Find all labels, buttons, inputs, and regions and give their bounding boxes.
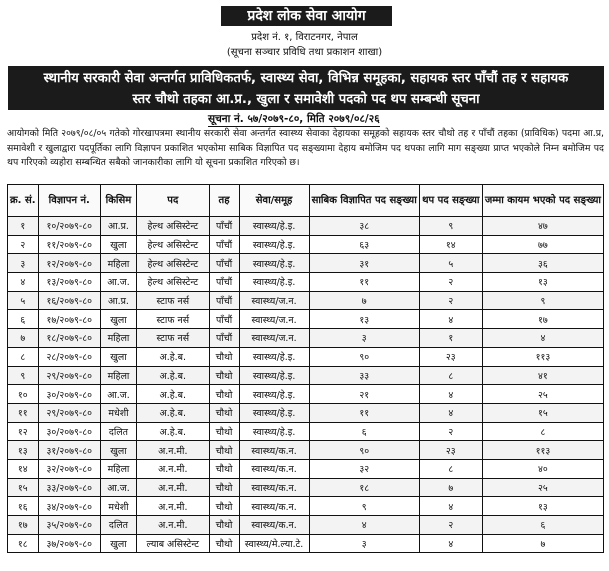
table-cell: ८ bbox=[419, 459, 482, 478]
table-cell: अ.हे.ब. bbox=[137, 366, 210, 385]
table-cell: चौथो bbox=[209, 422, 239, 441]
column-header: किसिम bbox=[100, 185, 136, 217]
table-cell: ३ bbox=[309, 534, 419, 553]
table-cell: स्वास्थ्य/क.न. bbox=[239, 516, 309, 535]
table-cell: ४७ bbox=[482, 217, 603, 236]
table-cell: १४ bbox=[419, 235, 482, 254]
column-header: सेवा/समूह bbox=[239, 185, 309, 217]
table-cell: ९ bbox=[482, 291, 603, 310]
table-row bbox=[8, 217, 604, 236]
table-cell: स्वास्थ्य/ज.न. bbox=[239, 329, 309, 348]
table-cell: ११३ bbox=[482, 347, 603, 366]
table-cell: अ.न.मी. bbox=[137, 459, 210, 478]
table-cell: १ bbox=[8, 217, 39, 236]
table-cell: २ bbox=[419, 273, 482, 292]
table-cell: अ.हे.ब. bbox=[137, 347, 210, 366]
table-cell: ९ bbox=[419, 217, 482, 236]
table-cell: खुला bbox=[100, 235, 136, 254]
table-cell: महिला bbox=[100, 329, 136, 348]
table-cell: ३१ bbox=[309, 254, 419, 273]
table-row bbox=[8, 441, 604, 460]
table-cell: ४१ bbox=[482, 366, 603, 385]
table-cell: ३०/२०७९-८० bbox=[38, 422, 100, 441]
table-cell: ४ bbox=[8, 273, 39, 292]
table-row bbox=[8, 347, 604, 366]
table-cell: स्टाफ नर्स bbox=[137, 329, 210, 348]
table-cell: ७७ bbox=[482, 235, 603, 254]
table-cell: पाँचौं bbox=[209, 235, 239, 254]
table-cell: १६/२०७९-८० bbox=[38, 291, 100, 310]
column-header: जम्मा कायम भएको पद सङ्ख्या bbox=[482, 185, 603, 217]
table-cell: १६ bbox=[8, 497, 39, 516]
table-cell: खुला bbox=[100, 310, 136, 329]
table-row bbox=[8, 478, 604, 497]
table-cell: खुला bbox=[100, 347, 136, 366]
table-cell: अ.हे.ब. bbox=[137, 385, 210, 404]
table-cell: १ bbox=[419, 329, 482, 348]
table-cell: चौथो bbox=[209, 478, 239, 497]
table-cell: ९० bbox=[309, 347, 419, 366]
table-cell: १८/२०७९-८० bbox=[38, 329, 100, 348]
table-cell: ३८ bbox=[309, 217, 419, 236]
table-cell: पाँचौं bbox=[209, 310, 239, 329]
table-cell: ३३ bbox=[309, 366, 419, 385]
table-cell: हेल्थ असिस्टेन्ट bbox=[137, 273, 210, 292]
table-cell: २ bbox=[8, 235, 39, 254]
table-cell: ८ bbox=[419, 366, 482, 385]
table-cell: महिला bbox=[100, 459, 136, 478]
table-cell: हेल्थ असिस्टेन्ट bbox=[137, 235, 210, 254]
table-cell: ९ bbox=[309, 497, 419, 516]
table-body bbox=[8, 217, 604, 553]
table-cell: १७ bbox=[482, 310, 603, 329]
table-cell: १२ bbox=[8, 422, 39, 441]
table-cell: ४ bbox=[482, 329, 603, 348]
column-header: विज्ञापन नं. bbox=[38, 185, 100, 217]
table-cell: २५ bbox=[482, 385, 603, 404]
table-cell: ६ bbox=[309, 422, 419, 441]
table-cell: स्वास्थ्य/क.न. bbox=[239, 441, 309, 460]
table-cell: चौथो bbox=[209, 441, 239, 460]
table-cell: ११/२०७९-८० bbox=[38, 235, 100, 254]
column-header: पद bbox=[137, 185, 210, 217]
table-cell: आ.प्र. bbox=[100, 217, 136, 236]
table-cell: दलित bbox=[100, 516, 136, 535]
table-row bbox=[8, 291, 604, 310]
table-cell: २ bbox=[419, 422, 482, 441]
table-cell: पाँचौं bbox=[209, 254, 239, 273]
table-cell: ५ bbox=[419, 254, 482, 273]
table-cell: पाँचौं bbox=[209, 329, 239, 348]
table-cell: स्वास्थ्य/मे.ल्या.टे. bbox=[239, 534, 309, 553]
table-cell: चौथो bbox=[209, 347, 239, 366]
table-cell: ८ bbox=[8, 347, 39, 366]
column-header: साबिक विज्ञापित पद सङ्ख्या bbox=[309, 185, 419, 217]
table-cell: अ.न.मी. bbox=[137, 516, 210, 535]
table-cell: स्वास्थ्य/हे.इ. bbox=[239, 385, 309, 404]
table-cell: १३ bbox=[482, 273, 603, 292]
column-header: क्र. सं. bbox=[8, 185, 39, 217]
table-cell: चौथो bbox=[209, 366, 239, 385]
table-header-row bbox=[8, 185, 604, 217]
table-cell: ३०/२०७९-८० bbox=[38, 385, 100, 404]
table-cell: ४ bbox=[419, 310, 482, 329]
table-cell: स्वास्थ्य/ज.न. bbox=[239, 310, 309, 329]
branch-name: (सूचना सञ्चार प्रविधि तथा प्रकाशन शाखा) bbox=[226, 47, 383, 58]
table-cell: २ bbox=[419, 291, 482, 310]
table-cell: स्वास्थ्य/हे.इ. bbox=[239, 366, 309, 385]
headline-line-2: स्तर चौथो तहका आ.प्र., खुला र समावेशी पदको पद थप सम्बन्धी सूचना bbox=[132, 92, 480, 107]
table-cell: दलित bbox=[100, 422, 136, 441]
table-cell: १० bbox=[8, 385, 39, 404]
table-cell: स्वास्थ्य/हे.इ. bbox=[239, 422, 309, 441]
table-cell: चौथो bbox=[209, 516, 239, 535]
table-cell: ४ bbox=[419, 403, 482, 422]
table-cell: १०/२०७९-८० bbox=[38, 217, 100, 236]
table-cell: ४ bbox=[419, 497, 482, 516]
table-row bbox=[8, 235, 604, 254]
table-cell: स्वास्थ्य/हे.इ. bbox=[239, 273, 309, 292]
table-cell: २८/२०७९-८० bbox=[38, 347, 100, 366]
table-cell: ११ bbox=[8, 403, 39, 422]
table-cell: हेल्थ असिस्टेन्ट bbox=[137, 217, 210, 236]
table-row bbox=[8, 497, 604, 516]
table-cell: २३ bbox=[419, 347, 482, 366]
table-cell: खुला bbox=[100, 441, 136, 460]
address: प्रदेश नं. १, विराटनगर, नेपाल bbox=[251, 32, 358, 43]
table-cell: १३ bbox=[482, 497, 603, 516]
table-cell: स्टाफ नर्स bbox=[137, 291, 210, 310]
table-cell: ७ bbox=[419, 478, 482, 497]
notice-number: सूचना नं. ५७/२०७९-८०, मिति २०७९/०८/२६ bbox=[208, 113, 380, 125]
table-cell: १२/२०७९-८० bbox=[38, 254, 100, 273]
table-cell: पाँचौं bbox=[209, 217, 239, 236]
table-cell: २९/२०७९-८० bbox=[38, 403, 100, 422]
table-cell: ४ bbox=[309, 516, 419, 535]
table-cell: स्वास्थ्य/ज.न. bbox=[239, 291, 309, 310]
table-cell: ३७/२०७९-८० bbox=[38, 534, 100, 553]
table-cell: १७/२०७९-८० bbox=[38, 310, 100, 329]
table-cell: स्वास्थ्य/क.न. bbox=[239, 459, 309, 478]
table-cell: स्वास्थ्य/हे.इ. bbox=[239, 403, 309, 422]
table-cell: आ.ज. bbox=[100, 273, 136, 292]
table-row bbox=[8, 459, 604, 478]
intro-paragraph: आयोगको मिति २०७९/०८/०५ गतेको गोरखापत्रमा स्थानीय सरकारी सेवा अन्तर्गत स्वास्थ्य सेवाका देहायका समूहको सहायक स्तर चौथो तह र पाँचौं तहका (प्राविधिक) पदमा आ.प्र, समावेशी र खुलाद्वारा पदपूर्तिका लागि विज्ञापन प्रकाशित भएकोमा साबिक विज्ञापित पद सङ्ख्यामा देहाय बमोजिम पद थपका लागि माग सङ्ख्या प्राप्त भएकोले निम्न बमोजिम पद थप गरिएको व्यहोरा सम्बन्धित सबैको जानकारीका लागि यो सूचना प्रकाशित गरिएको छ। bbox=[7, 128, 604, 168]
table-cell: १५ bbox=[482, 403, 603, 422]
table-cell: ६३ bbox=[309, 235, 419, 254]
table-cell: स्वास्थ्य/हे.इ. bbox=[239, 217, 309, 236]
table-row bbox=[8, 273, 604, 292]
table-cell: ६ bbox=[482, 516, 603, 535]
table-cell: अ.न.मी. bbox=[137, 478, 210, 497]
table-row bbox=[8, 422, 604, 441]
table-cell: पाँचौं bbox=[209, 291, 239, 310]
table-cell: ३१/२०७९-८० bbox=[38, 441, 100, 460]
table-cell: चौथो bbox=[209, 385, 239, 404]
table-cell: १८ bbox=[309, 478, 419, 497]
table-cell: २१ bbox=[309, 385, 419, 404]
table-cell: चौथो bbox=[209, 403, 239, 422]
table-cell: चौथो bbox=[209, 534, 239, 553]
table-cell: ३२ bbox=[309, 459, 419, 478]
table-cell: ११ bbox=[309, 273, 419, 292]
table-cell: ४ bbox=[419, 385, 482, 404]
table-cell: ३५/२०७९-८० bbox=[38, 516, 100, 535]
table-cell: मधेशी bbox=[100, 497, 136, 516]
table-row bbox=[8, 516, 604, 535]
table-cell: स्वास्थ्य/हे.इ. bbox=[239, 235, 309, 254]
table-cell: स्टाफ नर्स bbox=[137, 310, 210, 329]
table-cell: आ.प्र. bbox=[100, 291, 136, 310]
table-cell: अ.न.मी. bbox=[137, 441, 210, 460]
headline-line-1: स्थानीय सरकारी सेवा अन्तर्गत प्राविधिकतर्फ, स्वास्थ्य सेवा, विभिन्न समूहका, सहायक स्तर पाँचौं तह र सहायक bbox=[43, 71, 569, 86]
table-cell: २५ bbox=[482, 478, 603, 497]
table-cell: २३ bbox=[419, 441, 482, 460]
table-cell: ९० bbox=[309, 441, 419, 460]
table-cell: १५ bbox=[8, 478, 39, 497]
table-cell: ९ bbox=[8, 366, 39, 385]
table-row bbox=[8, 254, 604, 273]
table-row bbox=[8, 403, 604, 422]
table-cell: १४ bbox=[8, 459, 39, 478]
table-cell: ३४/२०७९-८० bbox=[38, 497, 100, 516]
notice-page bbox=[3, 2, 606, 567]
table-cell: १३ bbox=[8, 441, 39, 460]
table-row bbox=[8, 366, 604, 385]
table-cell: ६ bbox=[8, 310, 39, 329]
table-cell: ३ bbox=[8, 254, 39, 273]
table-cell: १३/२०७९-८० bbox=[38, 273, 100, 292]
table-cell: स्वास्थ्य/हे.इ. bbox=[239, 347, 309, 366]
table-cell: हेल्थ असिस्टेन्ट bbox=[137, 254, 210, 273]
table-cell: चौथो bbox=[209, 459, 239, 478]
table-cell: मधेशी bbox=[100, 403, 136, 422]
table-cell: २ bbox=[419, 516, 482, 535]
table-cell: १७ bbox=[8, 516, 39, 535]
table-cell: ३३/२०७९-८० bbox=[38, 478, 100, 497]
table-cell: ३ bbox=[309, 329, 419, 348]
table-cell: ७ bbox=[309, 291, 419, 310]
table-row bbox=[8, 310, 604, 329]
table-cell: आ.ज. bbox=[100, 385, 136, 404]
column-header: तह bbox=[209, 185, 239, 217]
table-row bbox=[8, 385, 604, 404]
posts-table bbox=[7, 184, 604, 553]
table-cell: ल्याब असिस्टेन्ट bbox=[137, 534, 210, 553]
notice-headline bbox=[8, 66, 604, 110]
table-cell: ११ bbox=[309, 403, 419, 422]
table-cell: स्वास्थ्य/क.न. bbox=[239, 497, 309, 516]
table-cell: ४० bbox=[482, 459, 603, 478]
table-cell: ८ bbox=[482, 422, 603, 441]
table-cell: ४ bbox=[419, 534, 482, 553]
table-cell: स्वास्थ्य/क.न. bbox=[239, 478, 309, 497]
table-cell: ३२/२०७९-८० bbox=[38, 459, 100, 478]
table-row bbox=[8, 534, 604, 553]
table-cell: अ.न.मी. bbox=[137, 497, 210, 516]
table-cell: २९/२०७९-८० bbox=[38, 366, 100, 385]
table-cell: स्वास्थ्य/हे.इ. bbox=[239, 254, 309, 273]
table-cell: ७ bbox=[8, 329, 39, 348]
table-cell: चौथो bbox=[209, 497, 239, 516]
table-cell: खुला bbox=[100, 534, 136, 553]
table-cell: आ.ज. bbox=[100, 478, 136, 497]
table-cell: अ.हे.ब. bbox=[137, 422, 210, 441]
table-cell: ५ bbox=[8, 291, 39, 310]
table-cell: १३ bbox=[309, 310, 419, 329]
column-header: थप पद सङ्ख्या bbox=[419, 185, 482, 217]
table-cell: पाँचौं bbox=[209, 273, 239, 292]
table-cell: अ.हे.ब. bbox=[137, 403, 210, 422]
table-row bbox=[8, 329, 604, 348]
table-cell: महिला bbox=[100, 254, 136, 273]
table-cell: महिला bbox=[100, 366, 136, 385]
table-cell: १८ bbox=[8, 534, 39, 553]
table-cell: ११३ bbox=[482, 441, 603, 460]
table-cell: ७ bbox=[482, 534, 603, 553]
table-cell: ३६ bbox=[482, 254, 603, 273]
organization-title: प्रदेश लोक सेवा आयोग bbox=[221, 6, 392, 26]
